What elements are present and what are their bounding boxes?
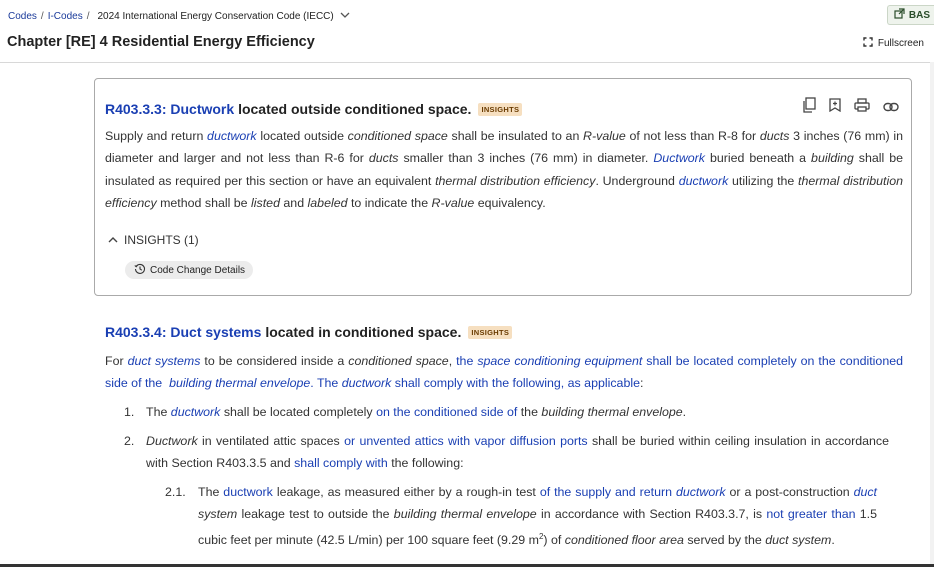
list-number: 1.	[124, 405, 135, 419]
insights-badge[interactable]: INSIGHTS	[478, 103, 522, 116]
breadcrumb-icodes[interactable]: I-Codes	[47, 10, 83, 22]
breadcrumb-separator: /	[86, 10, 90, 22]
section-number[interactable]: R403.3.3:	[105, 101, 167, 117]
breadcrumb-book[interactable]: 2024 International Energy Conservation Code (IECC)	[97, 10, 334, 22]
scrollbar[interactable]	[930, 62, 934, 564]
fullscreen-icon	[863, 37, 873, 50]
bas-button[interactable]	[887, 5, 934, 25]
fullscreen-button[interactable]	[863, 37, 924, 50]
breadcrumb-separator: /	[40, 10, 44, 22]
section-title	[105, 101, 522, 117]
insights-badge[interactable]: INSIGHTS	[468, 326, 512, 339]
section-title	[105, 324, 512, 340]
section-title-text: located outside conditioned space.	[238, 101, 472, 117]
insights-label: INSIGHTS (1)	[124, 233, 199, 247]
page-title: Chapter [RE] 4 Residential Energy Efficiency	[7, 34, 315, 50]
chevron-up-icon	[108, 233, 118, 247]
definition-link[interactable]: Duct systems	[170, 324, 262, 340]
insights-toggle[interactable]	[108, 233, 199, 247]
breadcrumb	[8, 10, 350, 22]
chevron-down-icon[interactable]	[340, 10, 350, 22]
list-number: 2.1.	[165, 485, 186, 499]
section-body: Supply and return ductwork located outside conditioned space shall be insulated to an R-value of not less than R-8 for ducts 3 inches (76 mm) in diameter and larger and not less than R-6 for ducts smaller than 3 inches (76 mm) in diameter. Ductwork buried beneath a building shall be insulated as required per this section or have an equivalent thermal distribution efficiency. Underground ductwork utilizing the thermal distribution efficiency method shall be listed and labeled to indicate the R-value equivalency.	[105, 129, 904, 210]
bas-label: BAS	[908, 9, 930, 21]
list-item: Ductwork in ventilated attic spaces or unvented attics with vapor diffusion ports shall be buried within ceiling insulation in accordance with Section R403.3.5 and shall comply with the following:	[146, 434, 890, 471]
list-item: The ductwork shall be located completely on the conditioned side of the building thermal envelope.	[146, 405, 687, 419]
fullscreen-label: Fullscreen	[877, 38, 924, 49]
section-number[interactable]: R403.3.4:	[105, 324, 167, 340]
external-icon	[894, 8, 905, 22]
list-item: The ductwork leakage, as measured either by a rough-in test of the supply and return ductwork or a post-construction duct system leakage test to outside the building thermal envelope in accordance with Section R403.3.7, is not greater than 1.5 cubic feet per minute (42.5 L/min) per 100 square feet (9.29 $m^2$) of conditioned floor area served by the duct system.	[198, 485, 877, 547]
section-title-text: located in conditioned space.	[265, 324, 462, 340]
definition-link[interactable]: Ductwork	[170, 101, 235, 117]
code-change-details-chip[interactable]	[125, 261, 253, 279]
section-card-r403-3-3	[94, 78, 912, 296]
section-body: For duct systems to be considered inside a conditioned space, the space conditioning equipment shall be located completely on the conditioned side of the building thermal envelope. The ductwork shall comply with the following, as applicable:	[105, 354, 903, 391]
bookmark-icon[interactable]	[829, 98, 841, 117]
print-icon[interactable]	[854, 98, 870, 117]
top-header	[0, 0, 934, 63]
link-icon[interactable]	[883, 99, 899, 117]
section-toolbar	[802, 97, 899, 118]
chip-label: Code Change Details	[150, 264, 246, 276]
copy-icon[interactable]	[802, 97, 816, 118]
list-number: 2.	[124, 434, 135, 448]
breadcrumb-codes[interactable]: Codes	[8, 10, 37, 22]
history-icon	[134, 263, 146, 278]
